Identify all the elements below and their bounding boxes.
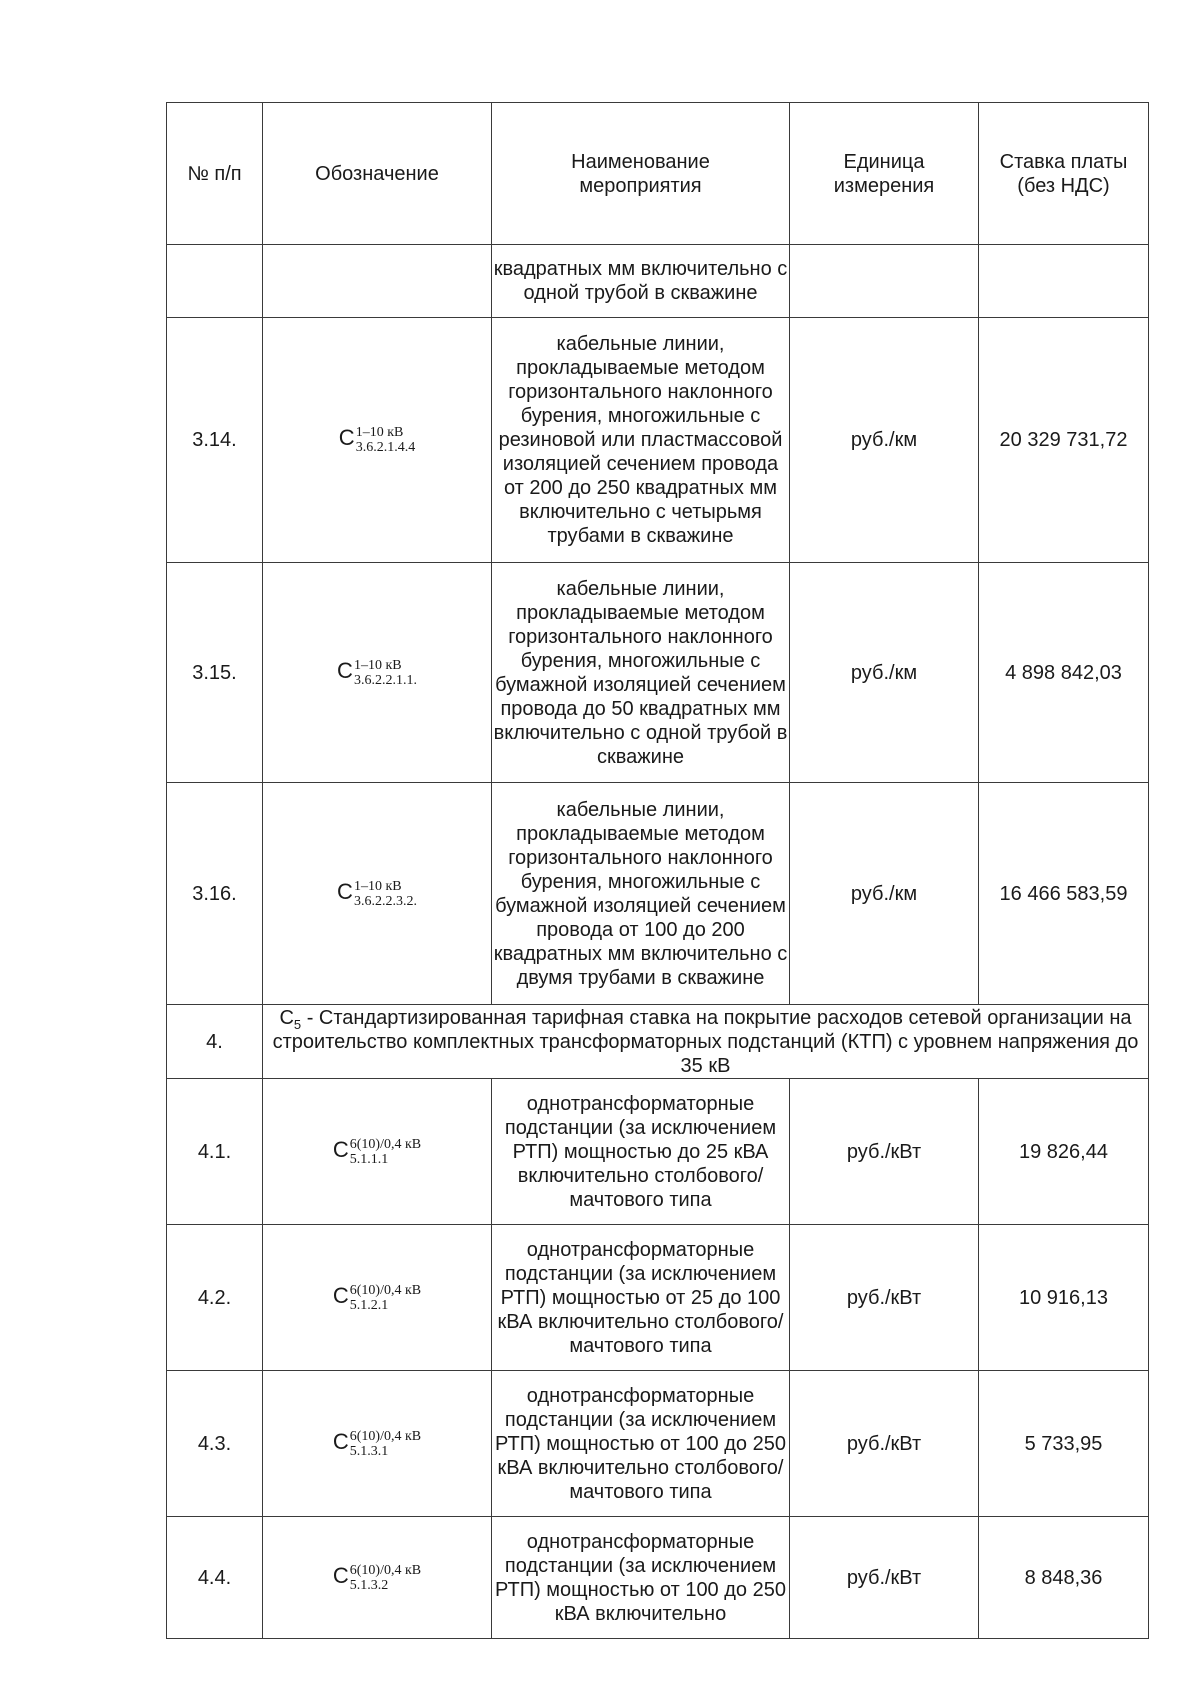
table-row [167,783,1149,1005]
table-row [167,318,1149,563]
row-num: 4.1. [167,1079,263,1225]
row-rate: 4 898 842,03 [979,563,1149,783]
row-num: 3.15. [167,563,263,783]
header-unit: Единица измерения [790,103,979,245]
header-code: Обозначение [263,103,492,245]
row-unit: руб./км [790,563,979,783]
row-unit: руб./км [790,783,979,1005]
row-unit: руб./кВт [790,1517,979,1639]
row-rate: 10 916,13 [979,1225,1149,1371]
table-row-continuation [167,245,1149,318]
row-name: однотрансформаторные подстанции (за исключением РТП) мощностью от 100 до 250 кВА включительно столбового/мачтового типа [492,1371,790,1517]
row-num: 3.14. [167,318,263,563]
section-title: $C_5$ - Стандартизированная тарифная ставка на покрытие расходов сетевой организации на строительство комплектных трансформаторных подстанций (КТП) с уровнем напряжения до 35 кВ [263,1005,1149,1079]
row-rate: 8 848,36 [979,1517,1149,1639]
row-code: C 6(10)/0,4 кВ 5.1.1.1 [263,1079,492,1225]
table-row [167,1371,1149,1517]
row-code: C 1–10 кВ 3.6.2.2.1.1. [263,563,492,783]
header-name: Наименование мероприятия [492,103,790,245]
row-code: C 1–10 кВ 3.6.2.2.3.2. [263,783,492,1005]
row-code: C 6(10)/0,4 кВ 5.1.3.2 [263,1517,492,1639]
table-row [167,1225,1149,1371]
row-name: кабельные линии, прокладываемые методом горизонтального наклонного бурения, многожильные с резиновой или пластмассовой изоляцией сечением провода от 200 до 250 квадратных мм включительно с четырьмя трубами в скважине [492,318,790,563]
row-rate: 5 733,95 [979,1371,1149,1517]
section-num: 4. [167,1005,263,1079]
row-rate: 16 466 583,59 [979,783,1149,1005]
table-row [167,563,1149,783]
continuation-name: квадратных мм включительно с одной трубой в скважине [492,245,790,318]
row-unit: руб./кВт [790,1371,979,1517]
row-name: однотрансформаторные подстанции (за исключением РТП) мощностью от 25 до 100 кВА включительно столбового/мачтового типа [492,1225,790,1371]
header-rate: Ставка платы (без НДС) [979,103,1149,245]
row-code: C 6(10)/0,4 кВ 5.1.2.1 [263,1225,492,1371]
row-code: C 6(10)/0,4 кВ 5.1.3.1 [263,1371,492,1517]
row-num: 4.2. [167,1225,263,1371]
row-code: C 1–10 кВ 3.6.2.1.4.4 [263,318,492,563]
row-unit: руб./кВт [790,1225,979,1371]
row-num: 3.16. [167,783,263,1005]
row-name: однотрансформаторные подстанции (за исключением РТП) мощностью до 25 кВА включительно столбового/мачтового типа [492,1079,790,1225]
table-row [167,1079,1149,1225]
header-num: № п/п [167,103,263,245]
tariff-table [166,102,1149,1639]
row-name: кабельные линии, прокладываемые методом горизонтального наклонного бурения, многожильные с бумажной изоляцией сечением провода от 100 до 200 квадратных мм включительно с двумя трубами в скважине [492,783,790,1005]
row-name: кабельные линии, прокладываемые методом горизонтального наклонного бурения, многожильные с бумажной изоляцией сечением провода до 50 квадратных мм включительно с одной трубой в скважине [492,563,790,783]
table-header-row [167,103,1149,245]
row-unit: руб./км [790,318,979,563]
table-row [167,1517,1149,1639]
row-name: однотрансформаторные подстанции (за исключением РТП) мощностью от 100 до 250 кВА включительно [492,1517,790,1639]
row-num: 4.3. [167,1371,263,1517]
row-rate: 19 826,44 [979,1079,1149,1225]
section-row [167,1005,1149,1079]
row-num: 4.4. [167,1517,263,1639]
row-rate: 20 329 731,72 [979,318,1149,563]
row-unit: руб./кВт [790,1079,979,1225]
